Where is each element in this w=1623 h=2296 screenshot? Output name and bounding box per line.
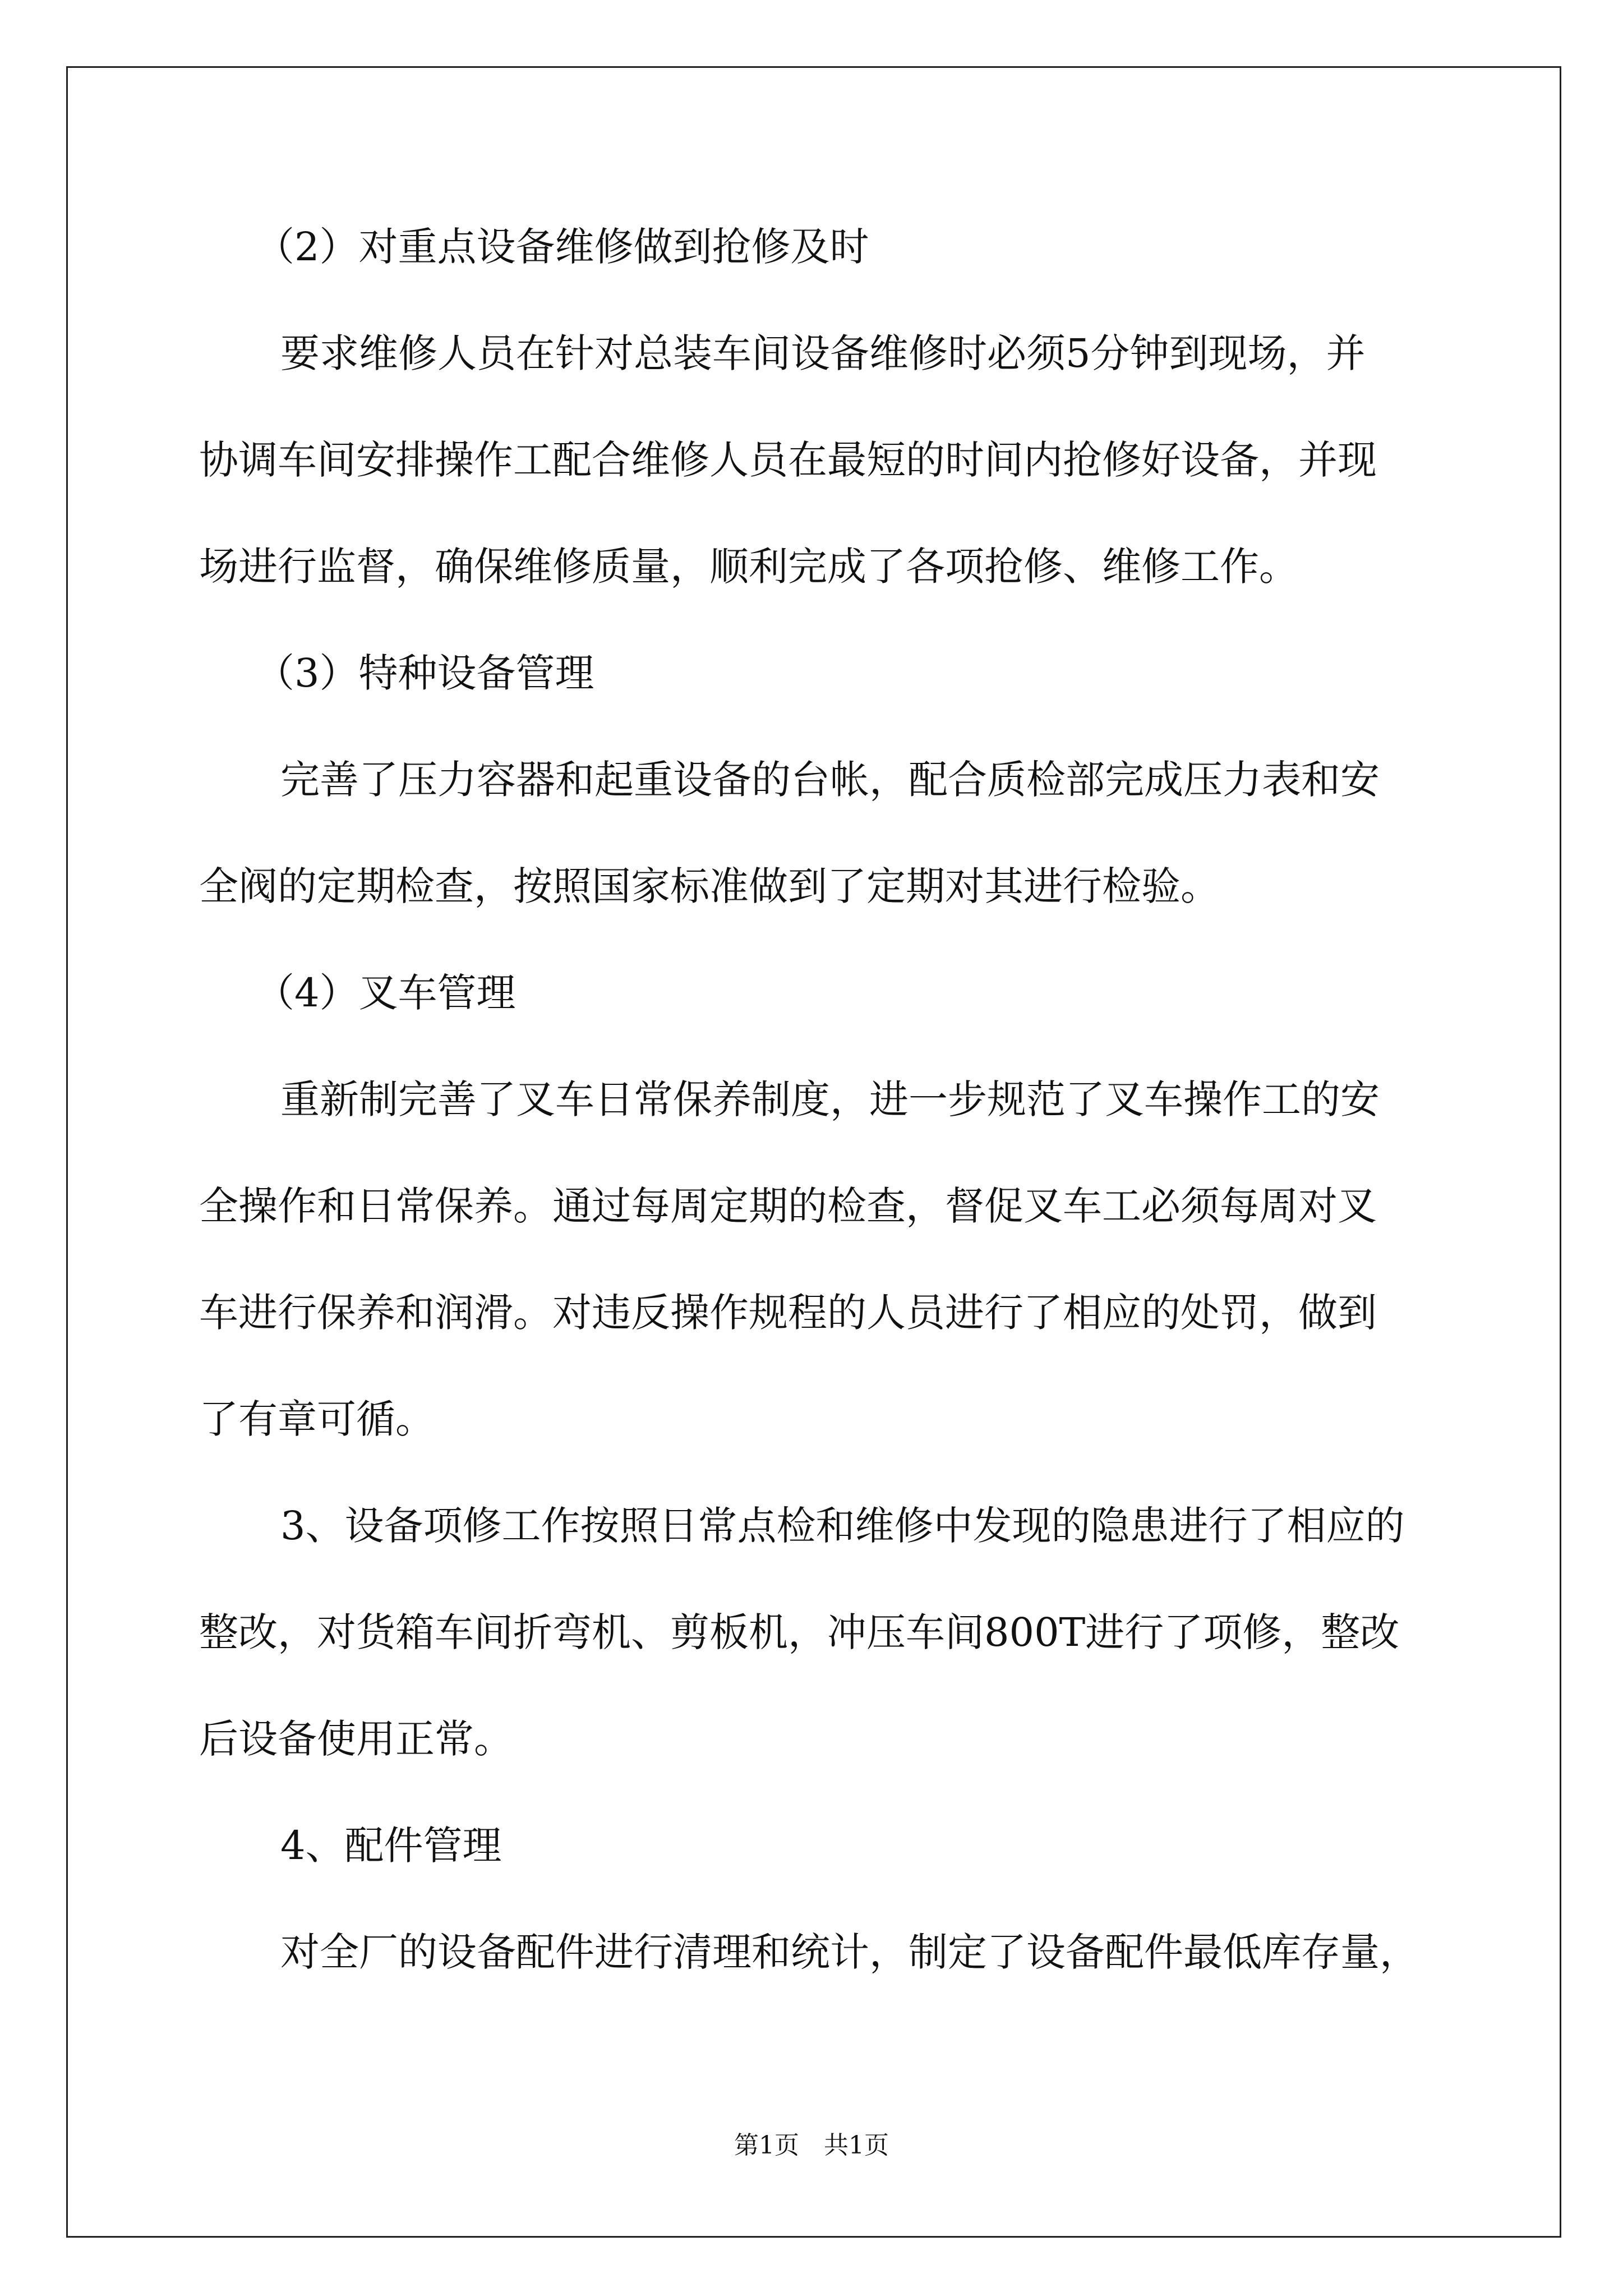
heading-line: （4）叉车管理 [255, 970, 516, 1016]
paragraph-line: 全操作和日常保养。通过每周定期的检查，督促叉车工必须每周对叉 [199, 1183, 1377, 1229]
paragraph-line: 全阀的定期检查，按照国家标准做到了定期对其进行检验。 [199, 863, 1220, 909]
paragraph-line: 要求维修人员在针对总装车间设备维修时必须5分钟到现场，并 [280, 330, 1366, 376]
paragraph-line: 协调车间安排操作工配合维修人员在最短的时间内抢修好设备，并现 [199, 437, 1377, 483]
paragraph-line: 重新制完善了叉车日常保养制度，进一步规范了叉车操作工的安 [280, 1076, 1380, 1122]
page-border [66, 66, 1561, 2238]
paragraph-line: 场进行监督，确保维修质量，顺利完成了各项抢修、维修工作。 [199, 544, 1298, 590]
paragraph-line: 整改，对货箱车间折弯机、剪板机，冲压车间800T进行了项修，整改 [199, 1609, 1400, 1655]
paragraph-line: 对全厂的设备配件进行清理和统计，制定了设备配件最低库存量， [280, 1929, 1419, 1975]
paragraph-line: 了有章可循。 [199, 1396, 435, 1442]
paragraph-line: 完善了压力容器和起重设备的台帐，配合质检部完成压力表和安 [280, 757, 1380, 803]
page-number: 第1页 共1页 [734, 2131, 889, 2160]
paragraph-line: 3、设备项修工作按照日常点检和维修中发现的隐患进行了相应的 [280, 1503, 1405, 1549]
paragraph-line: 后设备使用正常。 [199, 1716, 513, 1762]
heading-line: 4、配件管理 [280, 1823, 502, 1869]
heading-line: （3）特种设备管理 [255, 650, 594, 696]
paragraph-line: 车进行保养和润滑。对违反操作规程的人员进行了相应的处罚，做到 [199, 1290, 1377, 1336]
heading-line: （2）对重点设备维修做到抢修及时 [255, 224, 869, 270]
